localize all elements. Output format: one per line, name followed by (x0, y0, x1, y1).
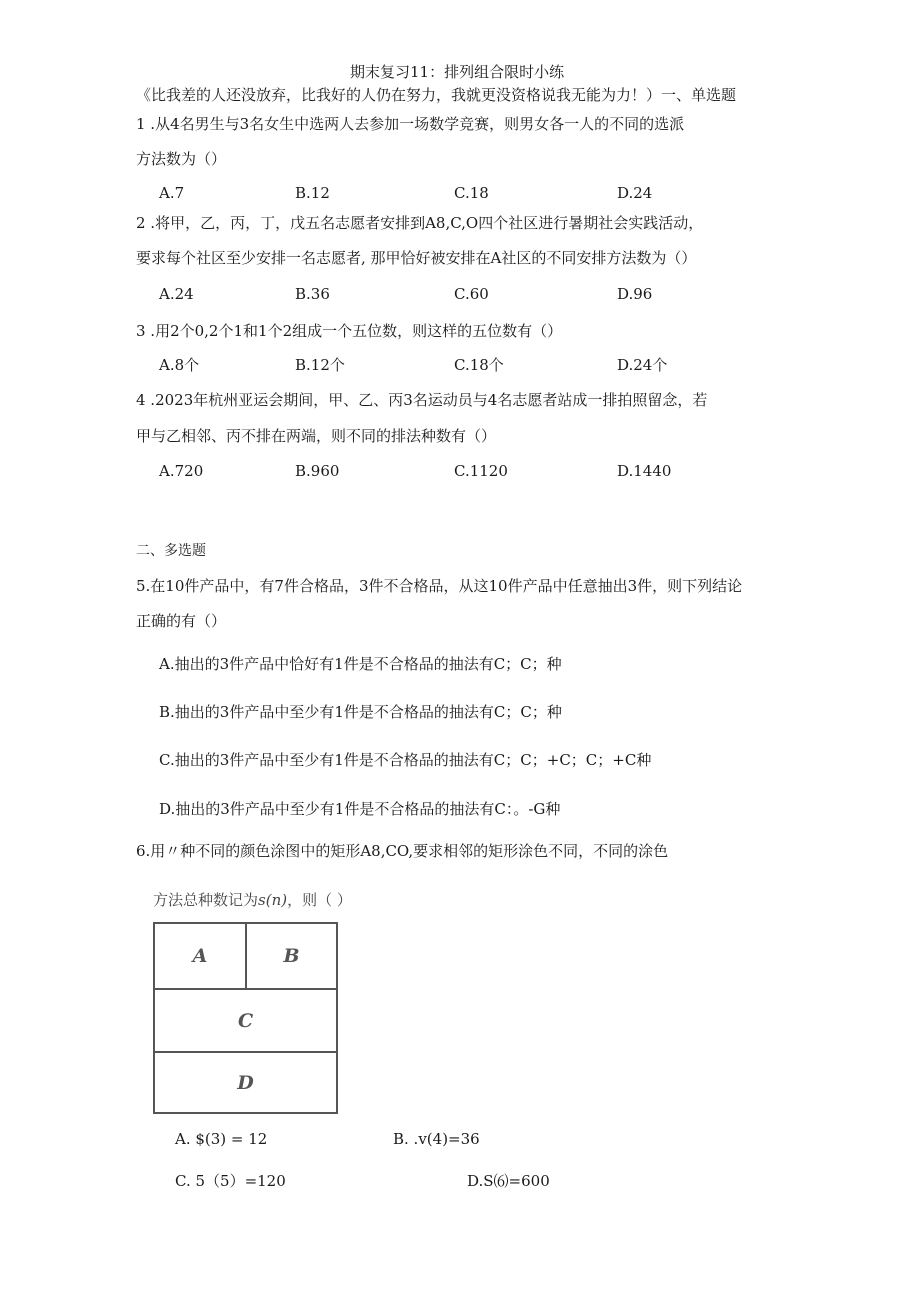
q2-option-c: C.60 (454, 285, 489, 303)
q1-option-a: A.7 (159, 184, 185, 202)
q4-option-d: D.1440 (617, 462, 672, 480)
rectangle-b: B (247, 924, 336, 990)
q3-option-d: D.24个 (617, 356, 668, 374)
rectangle-c: C (155, 990, 336, 1053)
q2-option-d: D.96 (617, 285, 653, 303)
q6-option-a: A. $(3) = 12 (175, 1130, 268, 1148)
question-1-text: 1 .从4名男生与3名女生中选两人去参加一场数学竞赛，则男女各一人的不同的选派 (136, 115, 685, 133)
q4-option-a: A.720 (159, 462, 204, 480)
q3-option-a: A.8个 (159, 356, 200, 374)
q5-option-a: A.抽出的3件产品中恰好有1件是不合格品的抽法有C；C；种 (159, 655, 562, 673)
q6-option-c: C. 5（5）=120 (175, 1172, 286, 1190)
question-6-text: 6.用〃种不同的颜色涂图中的矩形A8,CO,要求相邻的矩形涂色不同，不同的涂色 (136, 842, 669, 860)
q3-option-b: B.12个 (295, 356, 345, 374)
figure-caption-prefix: 方法总种数记为 (153, 891, 259, 909)
question-5-text-cont: 正确的有（） (136, 612, 227, 630)
rectangle-d: D (237, 1071, 254, 1094)
figure-caption-suffix: ，则（ ） (287, 891, 352, 909)
question-3-text: 3 .用2个0,2个1和1个2组成一个五位数，则这样的五位数有（） (136, 322, 563, 340)
q1-option-b: B.12 (295, 184, 330, 202)
figure-caption-func: s(n) (258, 891, 288, 909)
figure-caption (153, 889, 352, 910)
section-heading-multiple-choice: 二、多选题 (136, 543, 206, 559)
q5-option-c: C.抽出的3件产品中至少有1件是不合格品的抽法有C；C；+C；C；+C种 (159, 751, 652, 769)
q5-option-b: B.抽出的3件产品中至少有1件是不合格品的抽法有C；C；种 (159, 703, 562, 721)
rectangle-a: A (155, 924, 247, 990)
q4-option-c: C.1120 (454, 462, 508, 480)
motto-line: 《比我差的人还没放弃，比我好的人仍在努力，我就更没资格说我无能为力！）一、单选题 (136, 86, 737, 104)
q1-option-c: C.18 (454, 184, 489, 202)
question-1-text-cont: 方法数为（） (136, 150, 227, 168)
rectangle-figure (153, 922, 338, 1114)
q6-option-d: D.S⑹=600 (467, 1172, 550, 1190)
q6-option-b: B. .v(4)=36 (393, 1130, 480, 1148)
q3-option-c: C.18个 (454, 356, 504, 374)
question-2-text-cont: 要求每个社区至少安排一名志愿者, 那甲恰好被安排在A社区的不同安排方法数为（） (136, 249, 697, 267)
q2-option-a: A.24 (159, 285, 194, 303)
question-4-text-cont: 甲与乙相邻、丙不排在两端，则不同的排法种数有（） (136, 427, 497, 445)
question-5-text: 5.在10件产品中，有7件合格品，3件不合格品，从这10件产品中任意抽出3件，则下列结论 (136, 577, 743, 595)
question-4-text: 4 .2023年杭州亚运会期间，甲、乙、丙3名运动员与4名志愿者站成一排拍照留念，若 (136, 391, 708, 409)
q1-option-d: D.24 (617, 184, 653, 202)
q2-option-b: B.36 (295, 285, 330, 303)
q4-option-b: B.960 (295, 462, 340, 480)
q5-option-d: D.抽出的3件产品中至少有1件是不合格品的抽法有C：。-G种 (159, 800, 561, 818)
page-title: 期末复习11：排列组合限时小练 (350, 63, 565, 81)
question-2-text: 2 .将甲，乙，丙，丁，戊五名志愿者安排到A8,C,O四个社区进行暑期社会实践活动， (136, 214, 704, 232)
